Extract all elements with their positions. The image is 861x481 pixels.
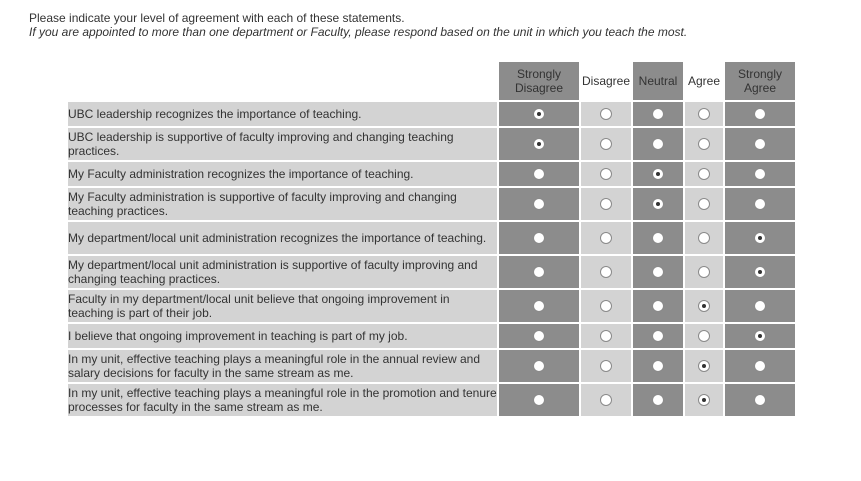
- question-row: [68, 382, 795, 416]
- option-cell-strongly-agree[interactable]: [723, 254, 795, 288]
- option-cell-agree[interactable]: [683, 160, 723, 186]
- option-cell-neutral[interactable]: [631, 348, 683, 382]
- survey-instructions: [29, 11, 687, 39]
- option-cell-neutral[interactable]: [631, 288, 683, 322]
- option-cell-strongly-agree[interactable]: [723, 220, 795, 254]
- option-cell-strongly-agree[interactable]: [723, 160, 795, 186]
- radio-strongly-disagree[interactable]: [533, 394, 545, 406]
- option-cell-strongly-agree[interactable]: [723, 382, 795, 416]
- question-row: [68, 348, 795, 382]
- radio-disagree[interactable]: [600, 266, 612, 278]
- radio-strongly-disagree[interactable]: [533, 330, 545, 342]
- radio-strongly-agree[interactable]: [754, 360, 766, 372]
- radio-neutral[interactable]: [652, 168, 664, 180]
- radio-disagree[interactable]: [600, 138, 612, 150]
- radio-neutral[interactable]: [652, 300, 664, 312]
- option-cell-agree[interactable]: [683, 288, 723, 322]
- option-cell-neutral[interactable]: [631, 382, 683, 416]
- option-cell-agree[interactable]: [683, 322, 723, 348]
- radio-disagree[interactable]: [600, 360, 612, 372]
- radio-strongly-disagree[interactable]: [533, 198, 545, 210]
- radio-strongly-agree[interactable]: [754, 108, 766, 120]
- option-cell-neutral[interactable]: [631, 254, 683, 288]
- option-cell-neutral[interactable]: [631, 100, 683, 126]
- radio-neutral[interactable]: [652, 198, 664, 210]
- question-row: [68, 100, 795, 126]
- radio-agree[interactable]: [698, 300, 710, 312]
- option-cell-neutral[interactable]: [631, 160, 683, 186]
- radio-strongly-agree[interactable]: [754, 232, 766, 244]
- option-cell-strongly-disagree[interactable]: [497, 322, 579, 348]
- option-cell-disagree[interactable]: [579, 220, 631, 254]
- radio-strongly-agree[interactable]: [754, 394, 766, 406]
- radio-disagree[interactable]: [600, 330, 612, 342]
- option-cell-neutral[interactable]: [631, 126, 683, 160]
- option-cell-neutral[interactable]: [631, 220, 683, 254]
- option-cell-strongly-disagree[interactable]: [497, 186, 579, 220]
- question-row: [68, 322, 795, 348]
- question-row: [68, 288, 795, 322]
- option-cell-strongly-agree[interactable]: [723, 348, 795, 382]
- radio-strongly-agree[interactable]: [754, 168, 766, 180]
- radio-strongly-agree[interactable]: [754, 330, 766, 342]
- column-header-strongly-agree: Strongly Agree: [723, 62, 795, 100]
- radio-strongly-agree[interactable]: [754, 198, 766, 210]
- option-cell-agree[interactable]: [683, 220, 723, 254]
- option-cell-disagree[interactable]: [579, 160, 631, 186]
- radio-strongly-agree[interactable]: [754, 300, 766, 312]
- radio-strongly-disagree[interactable]: [533, 300, 545, 312]
- question-statement: My department/local unit administration is supportive of faculty improving and changing teaching practices.: [68, 254, 497, 288]
- column-header-agree: Agree: [683, 62, 723, 100]
- option-cell-disagree[interactable]: [579, 100, 631, 126]
- question-statement: My Faculty administration is supportive of faculty improving and changing teaching practices.: [68, 186, 497, 220]
- radio-disagree[interactable]: [600, 394, 612, 406]
- question-row: [68, 160, 795, 186]
- option-cell-agree[interactable]: [683, 100, 723, 126]
- option-cell-neutral[interactable]: [631, 186, 683, 220]
- radio-neutral[interactable]: [652, 360, 664, 372]
- radio-agree[interactable]: [698, 108, 710, 120]
- radio-strongly-disagree[interactable]: [533, 266, 545, 278]
- radio-neutral[interactable]: [652, 108, 664, 120]
- radio-strongly-agree[interactable]: [754, 138, 766, 150]
- option-cell-strongly-disagree[interactable]: [497, 254, 579, 288]
- instruction-text: Please indicate your level of agreement with each of these statements.: [29, 11, 405, 25]
- column-header-neutral: Neutral: [631, 62, 683, 100]
- radio-neutral[interactable]: [652, 138, 664, 150]
- radio-strongly-disagree[interactable]: [533, 168, 545, 180]
- radio-disagree[interactable]: [600, 232, 612, 244]
- question-statement: In my unit, effective teaching plays a meaningful role in the promotion and tenure processes for faculty in the same stream as me.: [68, 382, 497, 416]
- option-cell-disagree[interactable]: [579, 254, 631, 288]
- option-cell-strongly-agree[interactable]: [723, 126, 795, 160]
- radio-agree[interactable]: [698, 168, 710, 180]
- question-row: [68, 220, 795, 254]
- option-cell-agree[interactable]: [683, 254, 723, 288]
- column-header-disagree: Disagree: [579, 62, 631, 100]
- option-cell-strongly-agree[interactable]: [723, 100, 795, 126]
- question-statement: I believe that ongoing improvement in teaching is part of my job.: [68, 322, 497, 348]
- radio-strongly-agree[interactable]: [754, 266, 766, 278]
- question-statement: My department/local unit administration recognizes the importance of teaching.: [68, 220, 497, 254]
- option-cell-disagree[interactable]: [579, 288, 631, 322]
- option-cell-strongly-disagree[interactable]: [497, 100, 579, 126]
- radio-strongly-disagree[interactable]: [533, 108, 545, 120]
- option-cell-strongly-agree[interactable]: [723, 288, 795, 322]
- radio-agree[interactable]: [698, 138, 710, 150]
- question-row: [68, 254, 795, 288]
- option-cell-disagree[interactable]: [579, 348, 631, 382]
- option-cell-strongly-disagree[interactable]: [497, 220, 579, 254]
- radio-strongly-disagree[interactable]: [533, 360, 545, 372]
- radio-disagree[interactable]: [600, 108, 612, 120]
- option-cell-neutral[interactable]: [631, 322, 683, 348]
- option-cell-agree[interactable]: [683, 348, 723, 382]
- radio-disagree[interactable]: [600, 300, 612, 312]
- radio-agree[interactable]: [698, 198, 710, 210]
- option-cell-disagree[interactable]: [579, 126, 631, 160]
- radio-agree[interactable]: [698, 360, 710, 372]
- matrix-header-row: [68, 62, 795, 100]
- option-cell-strongly-disagree[interactable]: [497, 288, 579, 322]
- radio-neutral[interactable]: [652, 266, 664, 278]
- radio-agree[interactable]: [698, 232, 710, 244]
- question-row: [68, 186, 795, 220]
- question-statement: In my unit, effective teaching plays a meaningful role in the annual review and salary decisions for faculty in the same stream as me.: [68, 348, 497, 382]
- question-statement: UBC leadership is supportive of faculty improving and changing teaching practices.: [68, 126, 497, 160]
- header-corner: [68, 62, 497, 100]
- radio-strongly-disagree[interactable]: [533, 232, 545, 244]
- radio-agree[interactable]: [698, 330, 710, 342]
- question-row: [68, 126, 795, 160]
- question-statement: My Faculty administration recognizes the importance of teaching.: [68, 160, 497, 186]
- agreement-matrix: [68, 62, 795, 416]
- option-cell-strongly-disagree[interactable]: [497, 382, 579, 416]
- radio-agree[interactable]: [698, 266, 710, 278]
- radio-disagree[interactable]: [600, 198, 612, 210]
- radio-strongly-disagree[interactable]: [533, 138, 545, 150]
- option-cell-disagree[interactable]: [579, 382, 631, 416]
- option-cell-disagree[interactable]: [579, 322, 631, 348]
- option-cell-strongly-disagree[interactable]: [497, 126, 579, 160]
- option-cell-strongly-disagree[interactable]: [497, 348, 579, 382]
- option-cell-disagree[interactable]: [579, 186, 631, 220]
- option-cell-strongly-disagree[interactable]: [497, 160, 579, 186]
- option-cell-agree[interactable]: [683, 126, 723, 160]
- radio-disagree[interactable]: [600, 168, 612, 180]
- radio-neutral[interactable]: [652, 330, 664, 342]
- option-cell-strongly-agree[interactable]: [723, 186, 795, 220]
- question-statement: Faculty in my department/local unit believe that ongoing improvement in teaching is part of their job.: [68, 288, 497, 322]
- instruction-note: If you are appointed to more than one department or Faculty, please respond based on the unit in which you teach the most.: [29, 25, 688, 39]
- radio-neutral[interactable]: [652, 232, 664, 244]
- option-cell-agree[interactable]: [683, 186, 723, 220]
- radio-agree[interactable]: [698, 394, 710, 406]
- option-cell-agree[interactable]: [683, 382, 723, 416]
- radio-neutral[interactable]: [652, 394, 664, 406]
- column-header-strongly-disagree: Strongly Disagree: [497, 62, 579, 100]
- option-cell-strongly-agree[interactable]: [723, 322, 795, 348]
- question-statement: UBC leadership recognizes the importance of teaching.: [68, 100, 497, 126]
